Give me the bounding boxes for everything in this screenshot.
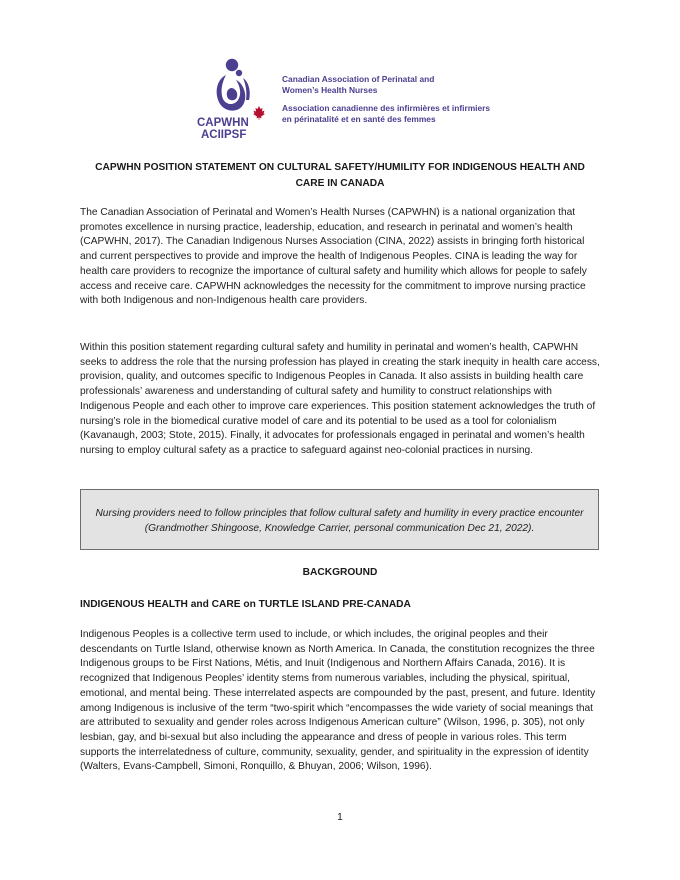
section-heading-background: BACKGROUND <box>302 567 378 578</box>
page-number: 1 <box>337 812 343 823</box>
organization-logo <box>196 56 496 146</box>
org-name-en-line-2: Women’s Health Nurses <box>282 84 378 95</box>
quote-text: Nursing providers need to follow principles that follow cultural safety and humility in every practice encounter (Grandmother Shingoose, Knowledge Carrier, personal communication Dec 21, 2022). <box>95 508 584 534</box>
org-name-en-line-1: Canadian Association of Perinatal and <box>282 74 435 84</box>
logo-acronym-fr: ACIIPSF <box>201 129 247 141</box>
organization-name-english <box>282 74 434 95</box>
document-title: CAPWHN POSITION STATEMENT ON CULTURAL SAFETY/HUMILITY FOR INDIGENOUS HEALTH AND CARE IN CANADA <box>95 162 585 189</box>
maple-leaf-icon <box>253 106 265 120</box>
capwhn-logo-icon <box>196 56 268 142</box>
quote-box <box>80 489 599 550</box>
subsection-heading: INDIGENOUS HEALTH and CARE on TURTLE ISLAND PRE-CANADA <box>80 599 411 610</box>
logo-acronym-en: CAPWHN <box>197 117 249 129</box>
organization-name-french <box>282 103 490 124</box>
paragraph-purpose: Within this position statement regarding cultural safety and humility in perinatal and women’s health, CAPWHN seeks to address the role that the nursing profession has played in creating the stark inequity in health care access, provision, quality, and outcomes specific to Indigenous Peoples in Canada. It also assists in building health care professionals’ awareness and understanding of cultural safety and humility to construct relationships with Indigenous People and each other to improve care experiences. This position statement acknowledges the truth of nursing’s role in the biomedical curative model of care and its potential to be used as a tool for colonialism (Kavanaugh, 2003; Stote, 2015). Finally, it advocates for professionals engaged in perinatal and women’s health nursing to employ cultural safety as a practice to safeguard against neo-colonial practices in nursing. <box>80 342 600 456</box>
paragraph-indigenous-peoples: Indigenous Peoples is a collective term used to include, or which includes, the original peoples and their descendants on Turtle Island, otherwise known as North America. In Canada, the constitution recognizes the three Indigenous groups to be First Nations, Métis, and Inuit (Indigenous and Northern Affairs Canada, 2016). It is recognized that Indigenous Peoples’ identity stems from numerous variables, including the physical, spiritual, emotional, and mental being. These interrelated aspects are compounded by the past, present, and future. Identity among Indigenous is inclusive of the term “two-spirit which “encompasses the wide variety of social meanings that are attributed to sexuality and gender roles across Indigenous American culture” (Wilson, 1996, p. 305), not only lesbian, gay, and bi-sexual but also including the appearance and dress of people in various roles. This term supports the interrelatedness of culture, community, sexuality, gender, and spirituality in the expression of identity (Walters, Evans-Campbell, Simoni, Ronquillo, & Bhuyan, 2006; Wilson, 1996). <box>80 629 596 773</box>
org-name-fr-line-1: Association canadienne des infirmières et infirmiers <box>282 103 491 113</box>
org-name-fr-line-2: en périnatalité et en santé des femmes <box>282 113 436 124</box>
paragraph-intro: The Canadian Association of Perinatal and Women’s Health Nurses (CAPWHN) is a national organization that promotes excellence in nursing practice, leadership, education, and research in perinatal and women’s health (CAPWHN, 2017). The Canadian Indigenous Nurses Association (CINA, 2022) assists in bringing forth historical and current perspectives to provide and improve the health of Indigenous Peoples. CINA is leading the way for health care providers to recognize the importance of cultural safety and humility which allows for people to safely access and receive care. CAPWHN acknowledges the necessity for the commitment to improve nursing practice with both Indigenous and non-Indigenous health care providers. <box>80 207 587 307</box>
